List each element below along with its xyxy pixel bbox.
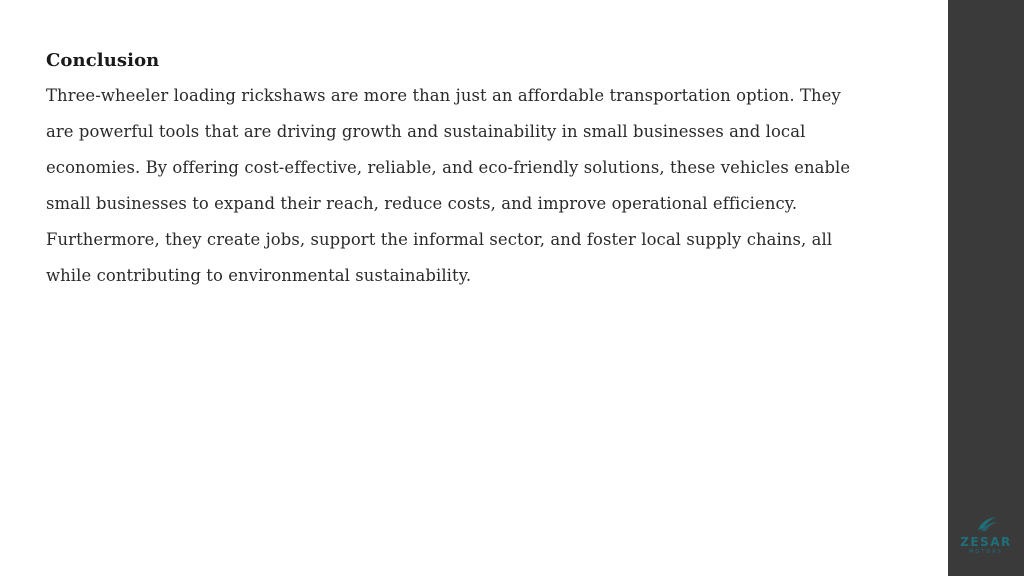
content-area: [46, 46, 936, 294]
paragraph-line: economies. By offering cost-effective, reliable, and eco-friendly solutions, these vehicles enable: [46, 158, 851, 177]
company-logo: [948, 514, 1024, 562]
wing-swoosh-icon: [972, 514, 1000, 534]
paragraph-line: Three-wheeler loading rickshaws are more than just an affordable transportation option. They: [46, 86, 841, 105]
conclusion-paragraph: [46, 78, 936, 294]
logo-subtext: MOTORS: [969, 549, 1003, 555]
paragraph-line: are powerful tools that are driving growth and sustainability in small businesses and local: [46, 122, 806, 141]
paragraph-line: while contributing to environmental sustainability.: [46, 266, 472, 285]
paragraph-line: Furthermore, they create jobs, support the informal sector, and foster local supply chains, all: [46, 230, 833, 249]
side-panel: [948, 0, 1024, 576]
logo-wordmark: ZESAR: [960, 535, 1012, 549]
paragraph-line: small businesses to expand their reach, reduce costs, and improve operational efficiency.: [46, 194, 798, 213]
section-heading: Conclusion: [46, 50, 160, 71]
